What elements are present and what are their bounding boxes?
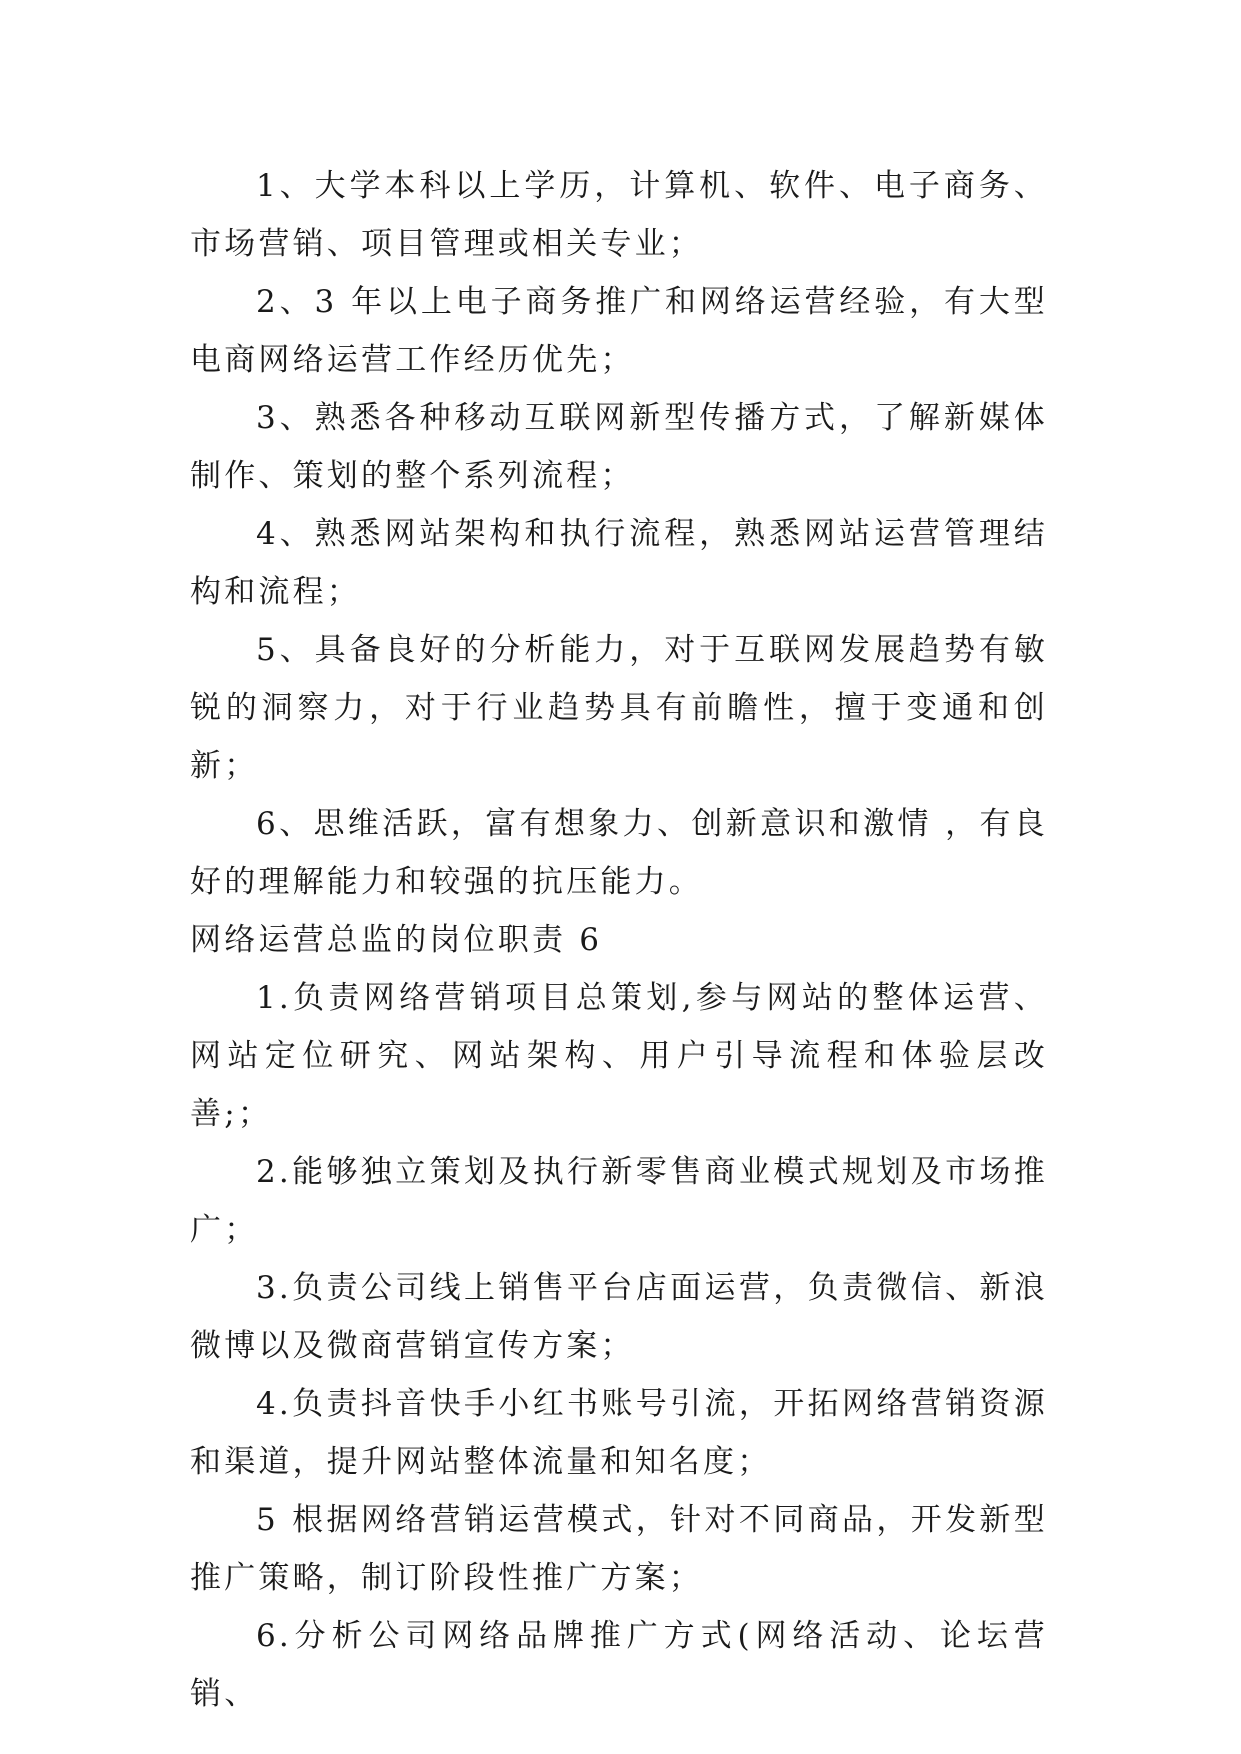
requirement-item-4: 4、熟悉网站架构和执行流程，熟悉网站运营管理结构和流程；	[190, 516, 1048, 610]
requirement-item-6: 6、思维活跃，富有想象力、创新意识和激情 ，有良好的理解能力和较强的抗压能力。	[190, 806, 1048, 900]
requirement-item-2: 2、3 年以上电子商务推广和网络运营经验，有大型电商网络运营工作经历优先；	[190, 284, 1048, 378]
requirement-item-5: 5、具备良好的分析能力，对于互联网发展趋势有敏锐的洞察力，对于行业趋势具有前瞻性，擅于变通和创新；	[190, 632, 1048, 784]
section-heading: 网络运营总监的岗位职责 6	[190, 922, 603, 958]
duty-item-1: 1.负责网络营销项目总策划,参与网站的整体运营、网站定位研究、网站架构、用户引导流程和体验层改善;；	[190, 980, 1048, 1132]
requirement-item-3: 3、熟悉各种移动互联网新型传播方式，了解新媒体制作、策划的整个系列流程；	[190, 400, 1048, 494]
duty-item-6: 6.分析公司网络品牌推广方式(网络活动、论坛营销、	[190, 1618, 1048, 1712]
duty-item-4: 4.负责抖音快手小红书账号引流，开拓网络营销资源和渠道，提升网站整体流量和知名度；	[190, 1386, 1048, 1480]
duty-item-3: 3.负责公司线上销售平台店面运营，负责微信、新浪微博以及微商营销宣传方案；	[190, 1270, 1048, 1364]
requirement-item-1: 1、大学本科以上学历，计算机、软件、电子商务、市场营销、项目管理或相关专业；	[190, 168, 1048, 262]
document-page	[190, 157, 1048, 1723]
duty-item-5: 5 根据网络营销运营模式，针对不同商品，开发新型推广策略，制订阶段性推广方案；	[190, 1502, 1048, 1596]
duty-item-2: 2.能够独立策划及执行新零售商业模式规划及市场推广；	[190, 1154, 1048, 1248]
